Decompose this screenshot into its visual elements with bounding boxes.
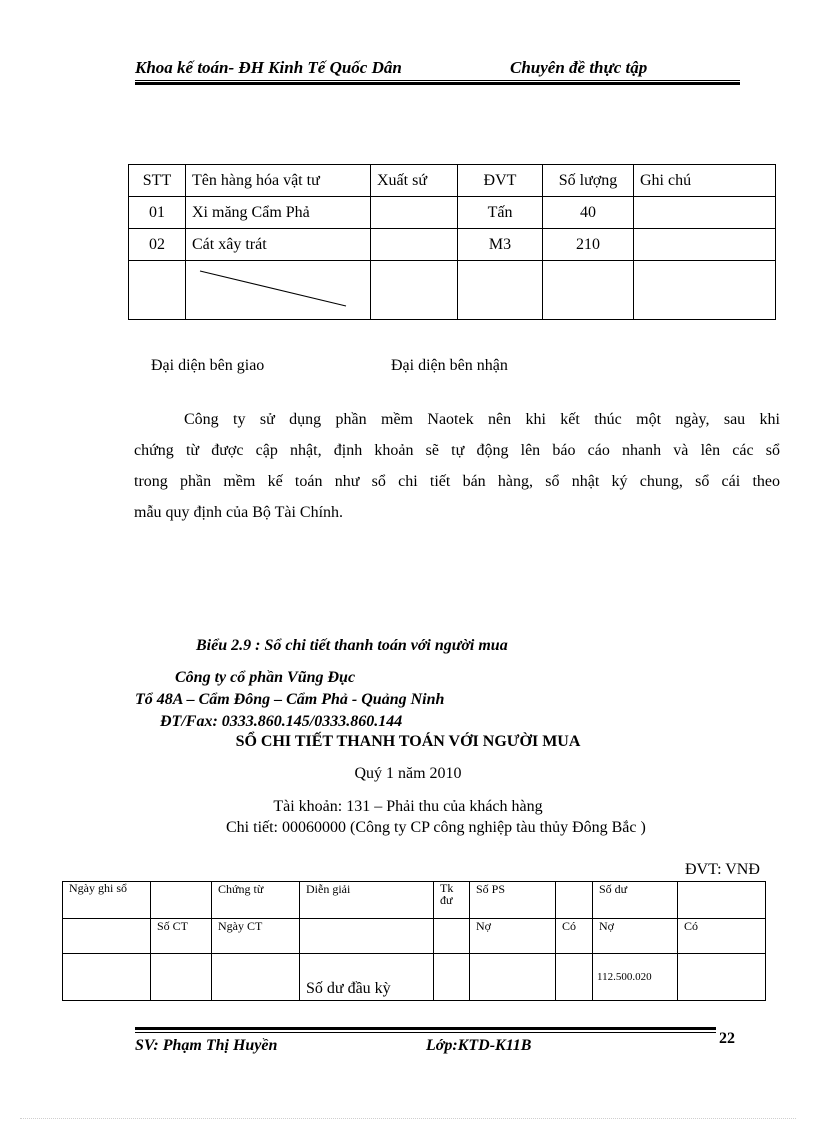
- page-number: 22: [719, 1030, 735, 1047]
- table-cell: [634, 197, 776, 229]
- col-header-voucher: Chứng từ: [212, 882, 300, 919]
- sub-header-debit: Nợ: [470, 919, 556, 954]
- col-header: Tên hàng hóa vật tư: [186, 165, 371, 197]
- table-cell: [151, 954, 212, 1001]
- table-cell: [678, 954, 766, 1001]
- table-cell: Cát xây trát: [186, 229, 371, 261]
- col-header-balance: Số dư: [593, 882, 678, 919]
- table-cell: [371, 261, 458, 320]
- table-cell: 02: [129, 229, 186, 261]
- table-cell: [371, 197, 458, 229]
- sub-header-no: Số CT: [151, 919, 212, 954]
- opening-balance-value: 112.500.020: [593, 954, 678, 1001]
- header-rule-thin: [135, 80, 740, 81]
- col-header: ĐVT: [458, 165, 543, 197]
- col-header-empty: [151, 882, 212, 919]
- table-cell: [634, 229, 776, 261]
- company-address: Tổ 48A – Cẩm Đông – Cẩm Phả - Quảng Ninh: [135, 691, 445, 708]
- sub-header-date: Ngày CT: [212, 919, 300, 954]
- signature-receiver: Đại diện bên nhận: [391, 357, 508, 374]
- ledger-table: [62, 881, 766, 1001]
- header-rule-thick: [135, 82, 740, 85]
- table-header-row: [129, 165, 776, 197]
- table-cell: 01: [129, 197, 186, 229]
- table-cell: [212, 954, 300, 1001]
- table-cell: [63, 919, 151, 954]
- exhibit-title: Biểu 2.9 : Sổ chi tiết thanh toán với người mua: [196, 637, 508, 654]
- company-phone: ĐT/Fax: 0333.860.145/0333.860.144: [160, 713, 403, 730]
- table-cell: [434, 919, 470, 954]
- table-cell: [186, 261, 371, 320]
- table-row-empty: [129, 261, 776, 320]
- ledger-account: Tài khoản: 131 – Phải thu của khách hàng: [273, 798, 543, 815]
- paragraph-line: mẫu quy định của Bộ Tài Chính.: [134, 504, 344, 521]
- col-header: Số lượng: [543, 165, 634, 197]
- table-cell: [458, 261, 543, 320]
- footer-rule-thick: [135, 1027, 716, 1030]
- col-header-date: Ngày ghi sổ: [63, 882, 151, 919]
- table-cell: [371, 229, 458, 261]
- table-cell: [556, 954, 593, 1001]
- table-cell: [543, 261, 634, 320]
- table-subheader-row: [63, 919, 766, 954]
- table-cell: Tấn: [458, 197, 543, 229]
- table-cell: [129, 261, 186, 320]
- table-row: [129, 197, 776, 229]
- col-header: Xuất sứ: [371, 165, 458, 197]
- table-cell: [63, 954, 151, 1001]
- col-header-desc: Diễn giải: [300, 882, 434, 919]
- header-faculty: Khoa kế toán- ĐH Kinh Tế Quốc Dân: [135, 58, 402, 77]
- footer-class: Lớp:KTD-K11B: [426, 1037, 532, 1054]
- table-cell: M3: [458, 229, 543, 261]
- ledger-period: Quý 1 năm 2010: [354, 765, 462, 782]
- sub-header-balance-debit: Nợ: [593, 919, 678, 954]
- table-header-row: [63, 882, 766, 919]
- col-header-empty: [678, 882, 766, 919]
- page-edge-divider: [20, 1118, 796, 1119]
- header-report-type: Chuyên đề thực tập: [510, 58, 648, 77]
- unit-label: ĐVT: VNĐ: [685, 861, 760, 878]
- body-paragraph: [134, 404, 780, 528]
- paragraph-line: chứng từ được cập nhật, định khoản sẽ tự động lên báo cáo nhanh và lên các sổ: [134, 442, 780, 459]
- ledger-title: SỔ CHI TIẾT THANH TOÁN VỚI NGƯỜI MUA: [235, 733, 581, 750]
- table-cell: [434, 954, 470, 1001]
- table-row: [63, 954, 766, 1001]
- table-cell: [470, 954, 556, 1001]
- ledger-detail: Chi tiết: 00060000 (Công ty CP công nghiệp tàu thủy Đông Bắc ): [226, 819, 646, 836]
- sub-header-credit: Có: [556, 919, 593, 954]
- table-cell: 40: [543, 197, 634, 229]
- sub-header-balance-credit: Có: [678, 919, 766, 954]
- col-header: Ghi chú: [634, 165, 776, 197]
- table-cell: 210: [543, 229, 634, 261]
- opening-balance-label: Số dư đầu kỳ: [300, 954, 434, 1001]
- table-cell: [300, 919, 434, 954]
- table-row: [129, 229, 776, 261]
- strike-line: [186, 261, 370, 319]
- paragraph-line: trong phần mềm kế toán như sổ chi tiết bán hàng, sổ nhật ký chung, sổ cái theo: [134, 473, 780, 490]
- table-cell: Xi măng Cẩm Phả: [186, 197, 371, 229]
- col-header-tk: Tk đư: [434, 882, 470, 919]
- col-header-empty: [556, 882, 593, 919]
- goods-table: [128, 164, 776, 320]
- company-name: Công ty cổ phần Vũng Đục: [175, 669, 356, 686]
- paragraph-line: Công ty sử dụng phần mềm Naotek nên khi kết thúc một ngày, sau khi: [184, 411, 780, 428]
- table-cell: [634, 261, 776, 320]
- col-header-ps: Số PS: [470, 882, 556, 919]
- footer-student: SV: Phạm Thị Huyền: [135, 1037, 278, 1054]
- footer-rule-thin: [135, 1032, 716, 1033]
- col-header: STT: [129, 165, 186, 197]
- signature-giver: Đại diện bên giao: [151, 357, 265, 374]
